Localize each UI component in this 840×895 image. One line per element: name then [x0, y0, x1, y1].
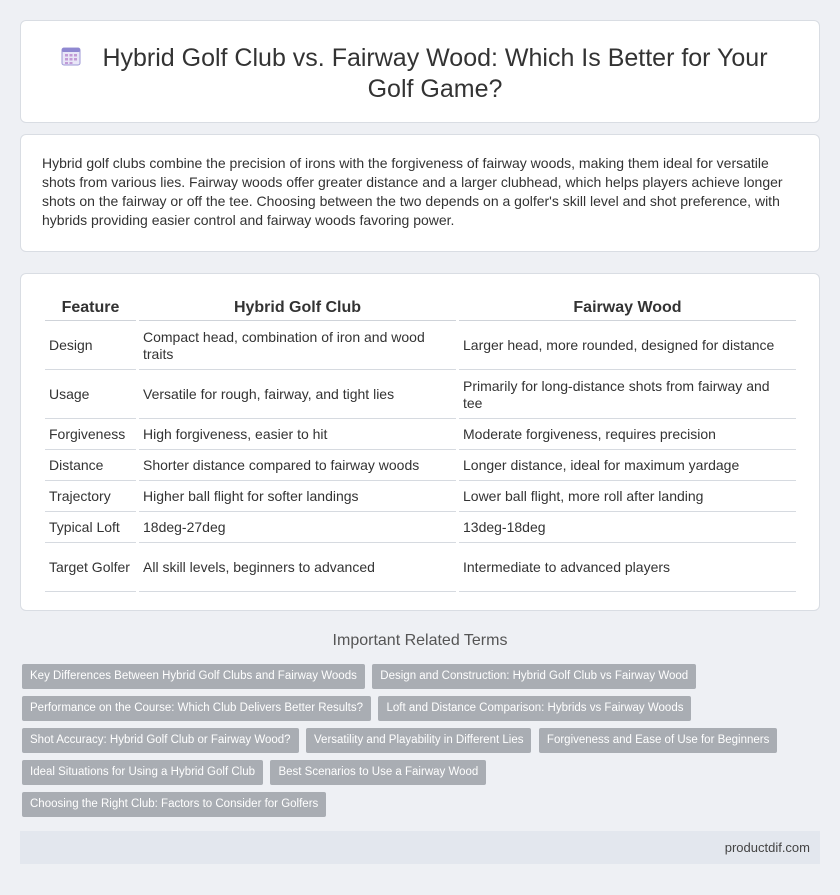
table-row: [45, 451, 796, 481]
feature-cell: Typical Loft: [45, 513, 136, 543]
footer: [20, 831, 820, 864]
related-term-tag[interactable]: Performance on the Course: Which Club Delivers Better Results?: [22, 696, 371, 721]
related-terms-list: [22, 664, 812, 824]
feature-cell: Design: [45, 322, 136, 370]
hybrid-cell: All skill levels, beginners to advanced: [139, 544, 456, 592]
hybrid-cell: Higher ball flight for softer landings: [139, 482, 456, 512]
fairway-cell: Lower ball flight, more roll after landing: [459, 482, 796, 512]
table-header-row: [45, 295, 796, 321]
fairway-cell: Moderate forgiveness, requires precision: [459, 420, 796, 450]
related-terms-heading: Important Related Terms: [332, 632, 508, 649]
fairway-cell: Intermediate to advanced players: [459, 544, 796, 592]
table-row: [45, 482, 796, 512]
comparison-card: [20, 273, 820, 611]
fairway-cell: 13deg-18deg: [459, 513, 796, 543]
feature-cell: Distance: [45, 451, 136, 481]
table-row: [45, 513, 796, 543]
page-title: Hybrid Golf Club vs. Fairway Wood: Which Is Better for Your Golf Game?: [102, 44, 768, 103]
fairway-cell: Primarily for long-distance shots from fairway and tee: [459, 371, 796, 419]
feature-cell: Target Golfer: [45, 544, 136, 592]
related-term-tag[interactable]: Ideal Situations for Using a Hybrid Golf Club: [22, 760, 263, 785]
hybrid-cell: Shorter distance compared to fairway woods: [139, 451, 456, 481]
table-row: [45, 371, 796, 419]
related-term-tag[interactable]: Versatility and Playability in Different Lies: [306, 728, 531, 753]
fairway-cell: Larger head, more rounded, designed for distance: [459, 322, 796, 370]
header-fairway: Fairway Wood: [459, 295, 796, 321]
related-term-tag[interactable]: Loft and Distance Comparison: Hybrids vs Fairway Woods: [378, 696, 691, 721]
footer-site-link[interactable]: productdif.com: [724, 840, 810, 855]
related-term-tag[interactable]: Best Scenarios to Use a Fairway Wood: [270, 760, 486, 785]
feature-cell: Forgiveness: [45, 420, 136, 450]
table-row: [45, 544, 796, 592]
feature-cell: Usage: [45, 371, 136, 419]
intro-card: [20, 134, 820, 252]
hybrid-cell: Versatile for rough, fairway, and tight lies: [139, 371, 456, 419]
title-card: [20, 20, 820, 123]
header-feature: Feature: [45, 295, 136, 321]
header-hybrid: Hybrid Golf Club: [139, 295, 456, 321]
fairway-cell: Longer distance, ideal for maximum yardage: [459, 451, 796, 481]
hybrid-cell: High forgiveness, easier to hit: [139, 420, 456, 450]
table-row: [45, 322, 796, 370]
hybrid-cell: Compact head, combination of iron and wood traits: [139, 322, 456, 370]
comparison-table: [42, 294, 799, 593]
related-term-tag[interactable]: Shot Accuracy: Hybrid Golf Club or Fairway Wood?: [22, 728, 299, 753]
table-row: [45, 420, 796, 450]
related-term-tag[interactable]: Key Differences Between Hybrid Golf Clubs and Fairway Woods: [22, 664, 365, 689]
related-term-tag[interactable]: Choosing the Right Club: Factors to Consider for Golfers: [22, 792, 326, 817]
hybrid-cell: 18deg-27deg: [139, 513, 456, 543]
related-term-tag[interactable]: Forgiveness and Ease of Use for Beginners: [539, 728, 777, 753]
intro-paragraph: Hybrid golf clubs combine the precision of irons with the forgiveness of fairway woods, making them ideal for versatile shots from various lies. Fairway woods offer greater distance and a larger clubhead, which helps players achieve longer shots on the fairway or off the tee. Choosing between the two depends on a golfer's skill level and shot preference, with hybrids providing easier control and fairway woods favoring power.: [42, 155, 783, 228]
feature-cell: Trajectory: [45, 482, 136, 512]
related-term-tag[interactable]: Design and Construction: Hybrid Golf Club vs Fairway Wood: [372, 664, 696, 689]
